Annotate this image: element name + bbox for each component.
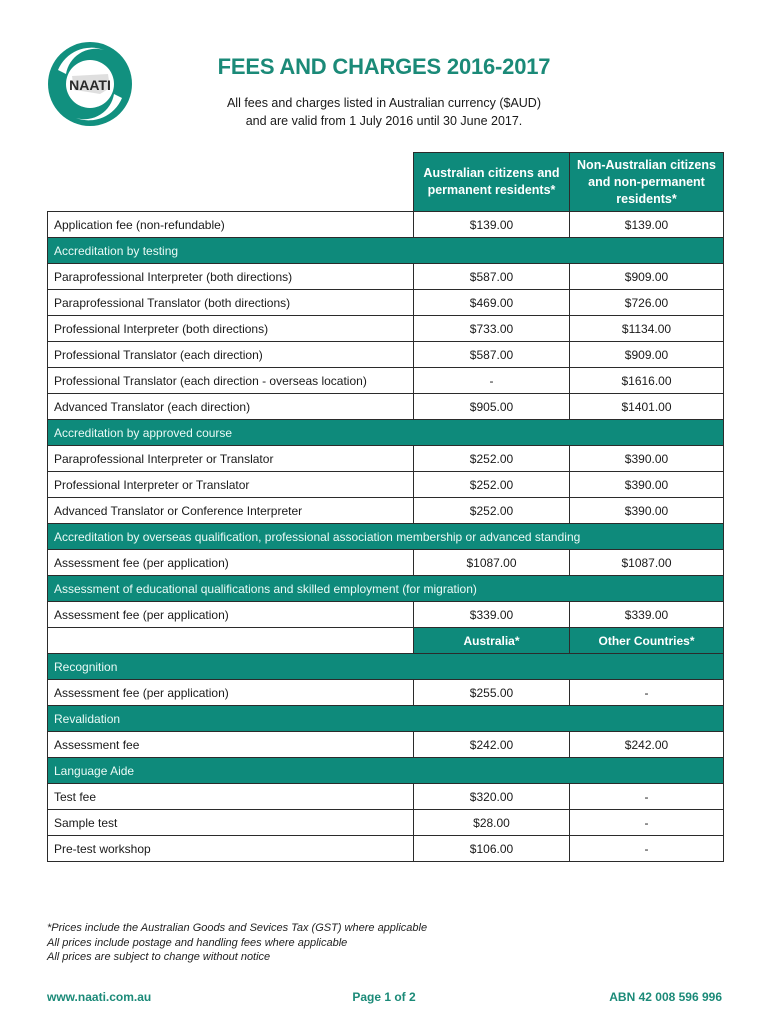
table-row bbox=[48, 810, 724, 836]
section-title: Revalidation bbox=[48, 706, 724, 732]
fee-label: Paraprofessional Interpreter (both directions) bbox=[48, 264, 414, 290]
section-header-row bbox=[48, 576, 724, 602]
fee-non-resident-amount: $1087.00 bbox=[570, 550, 724, 576]
fee-resident-amount: $1087.00 bbox=[414, 550, 570, 576]
fee-non-resident-amount: $390.00 bbox=[570, 498, 724, 524]
column-header-australia: Australia* bbox=[414, 628, 570, 654]
fee-label: Professional Interpreter or Translator bbox=[48, 472, 414, 498]
table-row bbox=[48, 342, 724, 368]
table-row bbox=[48, 368, 724, 394]
fee-non-resident-amount: $339.00 bbox=[570, 602, 724, 628]
section-title: Accreditation by testing bbox=[48, 238, 724, 264]
table-row bbox=[48, 212, 724, 238]
section-header-row bbox=[48, 238, 724, 264]
table-row bbox=[48, 732, 724, 758]
fee-non-resident-amount: $139.00 bbox=[570, 212, 724, 238]
page-title: FEES AND CHARGES 2016-2017 bbox=[217, 54, 551, 79]
table-header-row bbox=[48, 153, 724, 212]
footer-page-number: Page 1 of 2 bbox=[352, 990, 416, 1004]
fee-resident-amount: $587.00 bbox=[414, 264, 570, 290]
table-row bbox=[48, 680, 724, 706]
section-title: Recognition bbox=[48, 654, 724, 680]
fee-resident-amount: $587.00 bbox=[414, 342, 570, 368]
footer-website-link[interactable]: www.naati.com.au bbox=[47, 990, 152, 1004]
page-subtitle bbox=[0, 94, 768, 130]
svg-text:NAATI: NAATI bbox=[69, 77, 111, 93]
subtitle-line-2: and are valid from 1 July 2016 until 30 June 2017. bbox=[245, 114, 523, 128]
fee-resident-amount: $469.00 bbox=[414, 290, 570, 316]
fee-non-resident-amount: $390.00 bbox=[570, 446, 724, 472]
subheader-blank-cell bbox=[48, 628, 414, 654]
fee-non-resident-amount: $909.00 bbox=[570, 264, 724, 290]
fee-label: Test fee bbox=[48, 784, 414, 810]
fee-non-resident-amount: - bbox=[570, 784, 724, 810]
footnotes bbox=[47, 921, 427, 965]
fee-resident-amount: $733.00 bbox=[414, 316, 570, 342]
table-row bbox=[48, 784, 724, 810]
fee-resident-amount: $106.00 bbox=[414, 836, 570, 862]
fee-label: Assessment fee (per application) bbox=[48, 680, 414, 706]
fee-non-resident-amount: $1616.00 bbox=[570, 368, 724, 394]
section-title: Language Aide bbox=[48, 758, 724, 784]
section-header-row bbox=[48, 654, 724, 680]
fee-resident-amount: $320.00 bbox=[414, 784, 570, 810]
fee-label: Paraprofessional Interpreter or Translator bbox=[48, 446, 414, 472]
footnote-postage: All prices include postage and handling fees where applicable bbox=[47, 936, 348, 949]
fee-label: Application fee (non-refundable) bbox=[48, 212, 414, 238]
fee-non-resident-amount: - bbox=[570, 810, 724, 836]
header-blank-cell bbox=[48, 153, 414, 212]
fee-resident-amount: $139.00 bbox=[414, 212, 570, 238]
fee-resident-amount: $252.00 bbox=[414, 472, 570, 498]
table-row bbox=[48, 264, 724, 290]
subtitle-line-1: All fees and charges listed in Australian currency ($AUD) bbox=[226, 96, 542, 110]
section-title: Assessment of educational qualifications and skilled employment (for migration) bbox=[48, 576, 724, 602]
fee-resident-amount: $255.00 bbox=[414, 680, 570, 706]
section-title: Accreditation by approved course bbox=[48, 420, 724, 446]
table-row bbox=[48, 550, 724, 576]
fee-label: Assessment fee bbox=[48, 732, 414, 758]
column-header-non-residents: Non-Australian citizens and non-permanent residents* bbox=[570, 153, 724, 212]
section-title: Accreditation by overseas qualification, professional association membership or advanced standing bbox=[48, 524, 724, 550]
footer-abn: ABN 42 008 596 996 bbox=[609, 990, 722, 1004]
fee-resident-amount: $905.00 bbox=[414, 394, 570, 420]
table-row bbox=[48, 602, 724, 628]
fee-label: Pre-test workshop bbox=[48, 836, 414, 862]
column-header-residents: Australian citizens and permanent residents* bbox=[414, 153, 570, 212]
table-row bbox=[48, 394, 724, 420]
fee-resident-amount: $252.00 bbox=[414, 498, 570, 524]
fee-non-resident-amount: $1401.00 bbox=[570, 394, 724, 420]
fee-non-resident-amount: - bbox=[570, 680, 724, 706]
table-row bbox=[48, 316, 724, 342]
fee-label: Professional Translator (each direction) bbox=[48, 342, 414, 368]
table-row bbox=[48, 290, 724, 316]
fee-resident-amount: $28.00 bbox=[414, 810, 570, 836]
table-row bbox=[48, 472, 724, 498]
fee-resident-amount: $339.00 bbox=[414, 602, 570, 628]
section-header-row bbox=[48, 524, 724, 550]
table-row bbox=[48, 446, 724, 472]
fee-label: Assessment fee (per application) bbox=[48, 550, 414, 576]
fee-label: Advanced Translator or Conference Interpreter bbox=[48, 498, 414, 524]
fees-table-body bbox=[48, 212, 724, 862]
fee-label: Assessment fee (per application) bbox=[48, 602, 414, 628]
fee-resident-amount: $242.00 bbox=[414, 732, 570, 758]
table-row bbox=[48, 498, 724, 524]
fee-resident-amount: - bbox=[414, 368, 570, 394]
fee-label: Advanced Translator (each direction) bbox=[48, 394, 414, 420]
fee-non-resident-amount: $242.00 bbox=[570, 732, 724, 758]
fee-non-resident-amount: $909.00 bbox=[570, 342, 724, 368]
fees-table bbox=[47, 152, 724, 862]
table-row bbox=[48, 836, 724, 862]
fee-label: Sample test bbox=[48, 810, 414, 836]
section-header-row bbox=[48, 706, 724, 732]
fee-non-resident-amount: $390.00 bbox=[570, 472, 724, 498]
footnote-gst: *Prices include the Australian Goods and Sevices Tax (GST) where applicable bbox=[47, 922, 428, 934]
footnote-change: All prices are subject to change without notice bbox=[47, 951, 271, 963]
section-header-row bbox=[48, 758, 724, 784]
fee-non-resident-amount: - bbox=[570, 836, 724, 862]
column-header-other-countries: Other Countries* bbox=[570, 628, 724, 654]
section-header-row bbox=[48, 420, 724, 446]
fee-label: Professional Interpreter (both directions) bbox=[48, 316, 414, 342]
fee-resident-amount: $252.00 bbox=[414, 446, 570, 472]
fee-label: Professional Translator (each direction - overseas location) bbox=[48, 368, 414, 394]
fee-non-resident-amount: $726.00 bbox=[570, 290, 724, 316]
fee-label: Paraprofessional Translator (both directions) bbox=[48, 290, 414, 316]
region-subheader-row bbox=[48, 628, 724, 654]
fee-non-resident-amount: $1134.00 bbox=[570, 316, 724, 342]
